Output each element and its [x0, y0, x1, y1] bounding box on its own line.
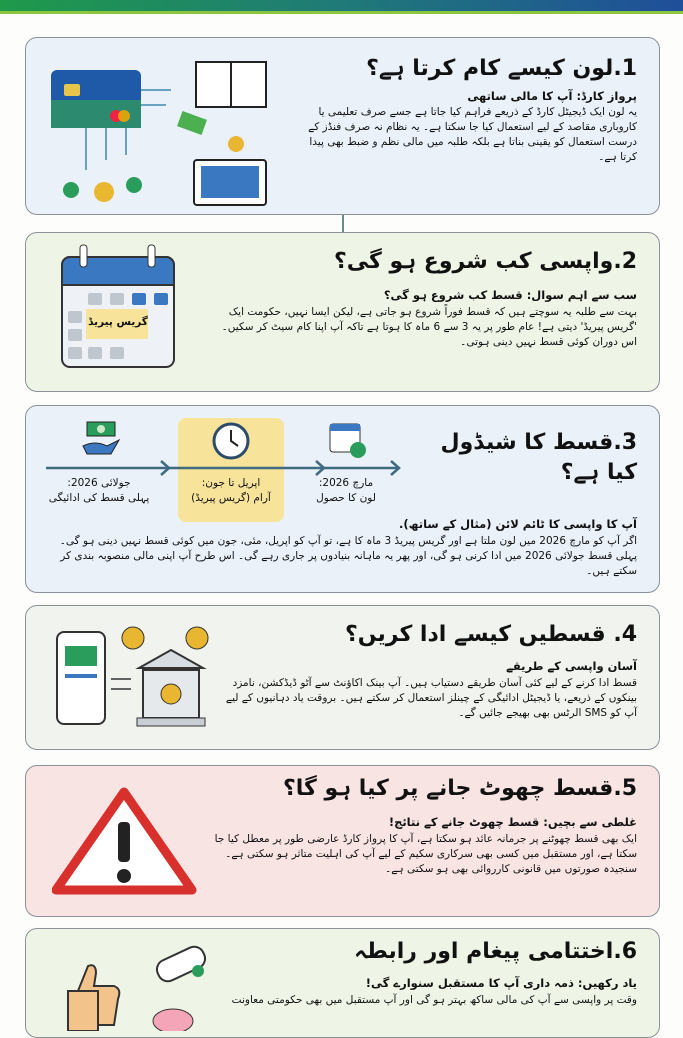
section-subtitle: سب سے اہم سوال: قسط کب شروع ہو گی؟: [383, 288, 637, 302]
timeline-step-3: [44, 476, 154, 506]
section-body: یہ لون ایک ڈیجیٹل کارڈ کے ذریعے فراہم کیا جاتا ہے جسے صرف تعلیمی یا کاروباری مقاصد کے لیے استعمال کیا جا سکتا ہے۔ یہ نظام نہ صرف فنڈز کے درست استعمال کو یقینی بناتا ہے بلکہ طلبہ میں مالی نظم و ضبط بھی پیدا کرتا ہے۔: [308, 106, 637, 163]
section-subtitle: آپ کا واپسی کا ٹائم لائن (مثال کے ساتھ).: [399, 517, 637, 531]
section-body: قسط ادا کرنے کے لیے کئی آسان طریقے دستیاب ہیں۔ آپ بینک اکاؤنٹ سے آٹو ڈیڈکشن، نامزد بینکوں کے ذریعے، یا ڈیجیٹل ادائیگی کے چینلز استعمال کر سکتے ہیں۔ بروقت یاد دہانیوں کے لیے آپ کو SMS الرٹس بھی بھیجے جائیں گے۔: [225, 677, 637, 719]
timeline-date: مارچ 2026:: [318, 477, 374, 489]
section-subtitle: یاد رکھیں: ذمہ داری آپ کا مستقبل سنوارے گی!: [365, 976, 637, 990]
timeline-step-2: [176, 476, 286, 506]
calendar-clock-icon: [328, 420, 368, 460]
header-gradient-bar: [0, 0, 683, 14]
section-card-payment-methods: [25, 605, 660, 750]
section-subtitle: غلطی سے بچیں: قسط چھوٹ جانے کے نتائج!: [388, 815, 637, 829]
calendar-icon: [58, 243, 178, 373]
thumbs-up-diploma-icon: [48, 941, 218, 1031]
calendar-grace-label: گریس پیریڈ: [88, 316, 148, 328]
section-title: 6.اختتامی پیغام اور رابطہ: [354, 939, 637, 964]
section-card-loan-how: [25, 37, 660, 215]
section-title: 4. قسطیں کیسے ادا کریں؟: [344, 622, 637, 647]
section-card-schedule: [25, 405, 660, 593]
section-body: بہت سے طلبہ یہ سوچتے ہیں کہ قسط فوراً شروع ہو جاتی ہے، لیکن ایسا نہیں، حکومت ایک 'گریس پیریڈ' دیتی ہے! عام طور پر یہ 3 سے 6 ماہ کا ہوتا ہے تاکہ آپ اپنا کام سیٹ کر سکیں۔ اس دوران کوئی قسط نہیں دینی ہوتی۔: [221, 306, 637, 348]
timeline-label: آرام (گریس پیریڈ): [191, 492, 271, 504]
cash-hand-icon: [81, 420, 121, 456]
timeline-date: اپریل تا جون:: [201, 477, 261, 489]
warning-icon: [52, 786, 197, 896]
section-card-missed-payment: [25, 765, 660, 917]
section-card-closing: [25, 928, 660, 1038]
section-card-repayment-start: [25, 232, 660, 392]
section-subtitle: پرواز کارڈ: آپ کا مالی ساتھی: [467, 89, 637, 103]
section-title: 1.لون کیسے کام کرتا ہے؟: [366, 56, 637, 81]
timeline-date: جولائی 2026:: [67, 477, 131, 489]
section-title: 5.قسط چھوٹ جانے پر کیا ہو گا؟: [282, 776, 637, 801]
section-subtitle: آسان واپسی کے طریقے: [506, 659, 637, 673]
section-body: ایک بھی قسط چھوٹنے پر جرمانہ عائد ہو سکتا ہے، آپ کا پرواز کارڈ عارضی طور پر معطل کیا جا سکتا ہے، اور مستقبل میں کسی بھی سرکاری سکیم کے لیے آپ کی اہلیت متاثر ہو سکتی ہے۔ سنجیدہ صورتوں میں قانونی کارروائی بھی ہو سکتی ہے۔: [214, 833, 637, 875]
clock-icon: [212, 422, 250, 460]
section-title: 2.واپسی کب شروع ہو گی؟: [333, 249, 637, 274]
section-body: وقت پر واپسی سے آپ کی مالی ساکھ بہتر ہو گی اور آپ مستقبل میں بھی حکومتی معاونت: [231, 994, 637, 1006]
phone-bank-icon: [51, 624, 211, 734]
timeline-step-1: [291, 476, 401, 506]
section-body: اگر آپ کو مارچ 2026 میں لون ملتا ہے اور گریس پیریڈ 3 ماہ کا ہے، تو آپ کو اپریل، مئی، جون میں کوئی قسط نہیں دینی ہو گی۔ پہلی قسط جولائی 2026 میں ادا کرنی ہو گی، اور پھر یہ ماہانہ بنیادوں پر جاری رہے گی۔ اس طرح آپ اپنی مالی منصوبہ بندی کر سکتے ہیں۔: [59, 535, 637, 577]
digital-card-icon: [46, 60, 276, 210]
timeline-label: پہلی قسط کی ادائیگی: [48, 492, 150, 504]
section-title: 3.قسط کا شیڈول کیا ہے؟: [440, 430, 637, 485]
timeline-label: لون کا حصول: [316, 492, 376, 504]
